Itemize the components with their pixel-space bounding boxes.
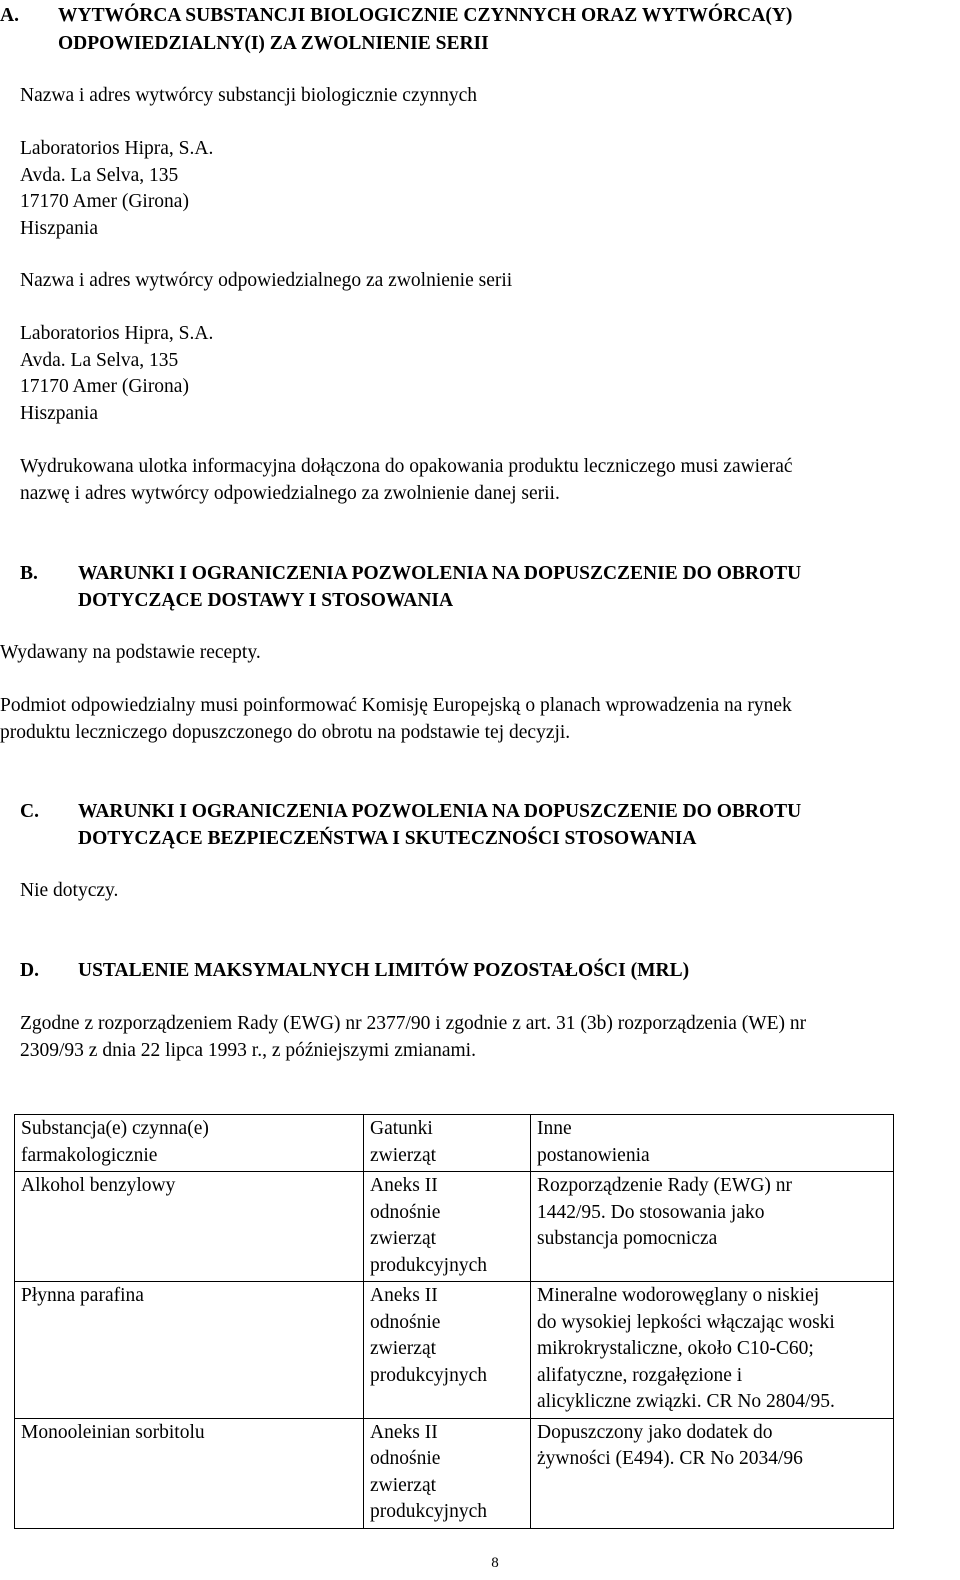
cell-line: farmakologicznie [21, 1144, 158, 1166]
cell-line: żywności (E494). CR No 2034/96 [537, 1448, 803, 1469]
table-header-cell [364, 1115, 531, 1172]
cell-line: Inne [537, 1118, 572, 1139]
table-row [15, 1172, 894, 1282]
table-header-cell [15, 1115, 364, 1172]
section-c-title-line1: WARUNKI I OGRANICZENIA POZWOLENIA NA DOPUSZCZENIE DO OBROTU [78, 801, 802, 822]
table-header-row [15, 1115, 894, 1172]
cell-line: Gatunki [370, 1118, 433, 1139]
section-a-subheading1: Nazwa i adres wytwórcy substancji biologicznie czynnych [20, 85, 478, 106]
address-line: 17170 Amer (Girona) [20, 191, 189, 212]
cell-line: produkcyjnych [370, 1501, 487, 1522]
cell-line: Substancja(e) czynna(e) [21, 1118, 209, 1139]
table-cell [15, 1172, 364, 1282]
cell-line: mikrokrystaliczne, około C10-C60; [537, 1338, 814, 1359]
section-b-title-line1: WARUNKI I OGRANICZENIA POZWOLENIA NA DOPUSZCZENIE DO OBROTU [78, 563, 802, 584]
section-a-title-line1: WYTWÓRCA SUBSTANCJI BIOLOGICZNIE CZYNNYCH ORAZ WYTWÓRCA(Y) [58, 5, 793, 26]
note-line: nazwę i adres wytwórcy odpowiedzialnego za zwolnienie danej serii. [20, 482, 560, 504]
table-cell [364, 1418, 531, 1528]
section-c-para1: Nie dotyczy. [20, 880, 119, 901]
cell-line: odnośnie [370, 1311, 441, 1333]
section-b-para1: Wydawany na podstawie recepty. [0, 642, 261, 663]
table-cell [531, 1282, 894, 1419]
address-block-2 [20, 321, 213, 427]
table-cell [15, 1282, 364, 1419]
cell-line: postanowienia [537, 1144, 650, 1166]
cell-line: alicykliczne związki. CR No 2804/95. [537, 1391, 835, 1412]
para-line: 2309/93 z dnia 22 lipca 1993 r., z późniejszymi zmianami. [20, 1039, 476, 1061]
cell-line: Dopuszczony jako dodatek do [537, 1421, 773, 1443]
cell-line: produkcyjnych [370, 1364, 487, 1386]
section-c-letter: C. [20, 801, 39, 822]
cell-line: zwierząt [370, 1228, 437, 1249]
cell-line: zwierząt [370, 1144, 437, 1166]
address-line: Avda. La Selva, 135 [20, 349, 179, 371]
cell-line: odnośnie [370, 1448, 441, 1469]
section-c-title-line2: DOTYCZĄCE BEZPIECZEŃSTWA I SKUTECZNOŚCI STOSOWANIA [78, 828, 697, 849]
cell-line: zwierząt [370, 1474, 437, 1496]
section-a-subheading2: Nazwa i adres wytwórcy odpowiedzialnego za zwolnienie serii [20, 270, 513, 291]
address-line: Avda. La Selva, 135 [20, 164, 179, 186]
table-cell [364, 1172, 531, 1282]
section-d-para [20, 1011, 806, 1064]
section-b-title-line2: DOTYCZĄCE DOSTAWY I STOSOWANIA [78, 590, 454, 611]
address-line: Laboratorios Hipra, S.A. [20, 323, 214, 344]
section-b-letter: B. [20, 563, 38, 584]
address-line: Hiszpania [20, 402, 98, 424]
section-a-letter: A. [0, 5, 19, 26]
table-header-cell [531, 1115, 894, 1172]
cell-line: Aneks II [370, 1285, 438, 1306]
table-row [15, 1418, 894, 1528]
section-a-note [20, 454, 793, 507]
cell-line: Rozporządzenie Rady (EWG) nr [537, 1175, 793, 1196]
table-row [15, 1282, 894, 1419]
cell-line: Alkohol benzylowy [21, 1175, 176, 1196]
cell-line: zwierząt [370, 1338, 437, 1359]
section-b-para2 [0, 693, 792, 746]
cell-line: do wysokiej lepkości włączając woski [537, 1311, 835, 1333]
address-line: Hiszpania [20, 217, 98, 239]
address-block-1 [20, 136, 213, 242]
cell-line: Aneks II [370, 1175, 438, 1196]
table-cell [15, 1418, 364, 1528]
section-d-letter: D. [20, 960, 39, 981]
cell-line: produkcyjnych [370, 1254, 487, 1276]
cell-line: alifatyczne, rozgałęzione i [537, 1364, 743, 1386]
para-line: Zgodne z rozporządzeniem Rady (EWG) nr 2377/90 i zgodnie z art. 31 (3b) rozporządzenia (WE) nr [20, 1013, 807, 1034]
para-line: produktu leczniczego dopuszczonego do obrotu na podstawie tej decyzji. [0, 721, 571, 743]
cell-line: Mineralne wodorowęglany o niskiej [537, 1285, 820, 1306]
cell-line: substancja pomocnicza [537, 1228, 718, 1249]
address-line: Laboratorios Hipra, S.A. [20, 138, 214, 159]
cell-line: Monooleinian sorbitolu [21, 1421, 205, 1443]
table-cell [531, 1418, 894, 1528]
section-d-title: USTALENIE MAKSYMALNYCH LIMITÓW POZOSTAŁOŚCI (MRL) [78, 960, 690, 981]
cell-line: Płynna parafina [21, 1285, 144, 1306]
address-line: 17170 Amer (Girona) [20, 376, 189, 397]
table-cell [531, 1172, 894, 1282]
page-number: 8 [491, 1555, 499, 1571]
note-line: Wydrukowana ulotka informacyjna dołączona do opakowania produktu leczniczego musi zawierać [20, 456, 793, 477]
section-a-title-line2: ODPOWIEDZIALNY(I) ZA ZWOLNIENIE SERII [58, 33, 489, 54]
table-cell [364, 1282, 531, 1419]
mrl-table [14, 1114, 894, 1529]
cell-line: Aneks II [370, 1421, 438, 1443]
para-line: Podmiot odpowiedzialny musi poinformować Komisję Europejską o planach wprowadzenia na rynek [0, 695, 792, 716]
cell-line: odnośnie [370, 1201, 441, 1223]
cell-line: 1442/95. Do stosowania jako [537, 1201, 765, 1223]
